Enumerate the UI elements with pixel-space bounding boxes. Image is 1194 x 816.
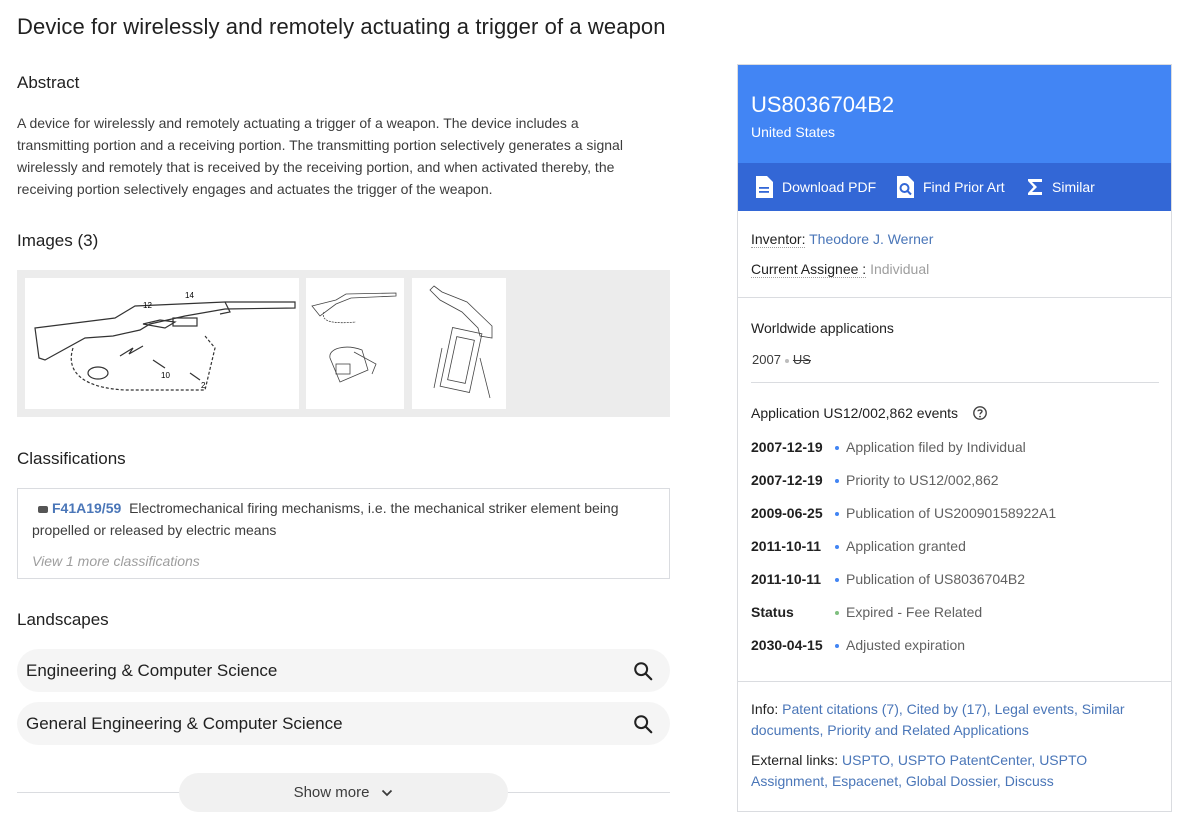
assignee-value: Individual [870,261,930,277]
similar-button[interactable] [1026,163,1095,211]
download-pdf-button[interactable] [754,163,876,211]
card-header [738,65,1171,163]
classification-entry [32,497,657,541]
view-more-classifications-link[interactable]: View 1 more classifications [32,553,200,569]
classifications-box [17,488,670,579]
legal-events-link[interactable]: Legal events, [994,701,1078,717]
assignee-row [751,261,929,277]
image-thumbnail-3[interactable] [412,278,506,409]
event-bullet [835,479,839,483]
status-value: Expired - Fee Related [846,604,983,620]
discuss-link[interactable]: Discuss [1004,773,1054,789]
event-description: Application filed by Individual [846,439,1026,455]
worldwide-application [752,352,811,367]
global-dossier-link[interactable]: Global Dossier, [905,773,1001,789]
patent-summary-card [737,64,1172,812]
inventor-label: Inventor: [751,231,806,247]
events-heading: Application US12/002,862 events [751,405,959,421]
fig-label: 2 [201,381,206,390]
sigma-icon [1026,177,1044,197]
event-description: Application granted [846,538,966,554]
event-description: Publication of US20090158922A1 [846,505,1057,521]
abstract-line: receiving portion selectively engages and actuates the trigger of the weapon. [17,181,493,197]
download-pdf-label: Download PDF [782,179,877,195]
chevron-down-icon [381,789,393,797]
divider [738,681,1171,682]
event-description: Adjusted expiration [846,637,966,653]
uspto-link[interactable]: USPTO, [842,752,894,768]
pdf-file-icon [754,175,774,199]
worldwide-heading: Worldwide applications [751,320,894,336]
assignee-label: Current Assignee : [751,261,867,277]
publication-number: US8036704B2 [751,92,895,117]
country: United States [751,124,836,140]
event-date: 2011-10-11 [751,571,822,587]
uspto-patentcenter-link[interactable]: USPTO PatentCenter, [897,752,1036,768]
patent-citations-link[interactable]: Patent citations (7), [782,701,903,717]
status-label: Status [751,604,794,620]
card-actions [738,163,1171,211]
classifications-heading: Classifications [17,449,126,468]
fig-label: 14 [185,291,194,300]
images-strip [17,270,670,417]
event-date: 2007-12-19 [751,439,823,455]
external-label: External links: [751,752,839,768]
inventor-row [751,231,933,247]
external-links [751,750,1151,792]
image-thumbnail-2[interactable] [306,278,404,409]
inventor-link[interactable]: Theodore J. Werner [809,231,934,247]
landscape-item[interactable] [17,649,670,692]
page-title: Device for wirelessly and remotely actuating a trigger of a weapon [17,14,666,39]
similar-documents-link[interactable]: Similar [1081,701,1125,717]
abstract-line: A device for wirelessly and remotely actuating a trigger of a weapon. The device includes a [17,115,579,131]
search-icon[interactable] [632,660,654,682]
abstract-line: transmitting portion and a receiving portion. The transmitting portion selectively generates a signal [17,137,623,153]
landscape-label: Engineering & Computer Science [26,661,278,680]
find-prior-art-label: Find Prior Art [923,179,1005,195]
event-date: 2011-10-11 [751,538,822,554]
uspto-assignment-link[interactable]: Assignment, [751,773,829,789]
event-bullet [835,578,839,582]
uspto-assignment-link[interactable]: USPTO [1039,752,1088,768]
event-description: Priority to US12/002,862 [846,472,999,488]
similar-documents-link[interactable]: documents, [751,722,824,738]
similar-label: Similar [1052,179,1095,195]
event-bullet [835,545,839,549]
info-label: Info: [751,701,779,717]
worldwide-country[interactable]: US [792,352,811,367]
divider [751,382,1159,383]
show-more-button[interactable] [179,773,508,812]
event-bullet [835,644,839,648]
fig-label: 12 [143,301,152,310]
info-links [751,699,1151,741]
event-date: 2007-12-19 [751,472,823,488]
classification-code-link[interactable]: F41A19/59 [52,500,122,516]
fig-label: 10 [161,371,170,380]
image-thumbnail-1[interactable] [25,278,299,409]
worldwide-year[interactable]: 2007 [752,352,781,367]
show-more-label: Show more [293,784,370,801]
images-heading: Images (3) [17,231,99,250]
cited-by-link[interactable]: Cited by (17), [906,701,991,717]
help-icon[interactable] [972,405,988,421]
classification-description: Electromechanical firing mechanisms, i.e. the mechanical striker element being propelled or released by electric means [32,500,619,538]
abstract-heading: Abstract [17,73,80,92]
dot-separator [785,359,789,363]
espacenet-link[interactable]: Espacenet, [831,773,902,789]
landscapes-heading: Landscapes [17,610,109,629]
event-date: 2009-06-25 [751,505,823,521]
priority-applications-link[interactable]: Priority and Related Applications [827,722,1029,738]
event-description: Publication of US8036704B2 [846,571,1026,587]
event-date: 2030-04-15 [751,637,823,653]
status-bullet [835,611,839,615]
event-bullet [835,446,839,450]
prior-art-search-icon [895,175,915,199]
abstract-line: wirelessly and remotely that is received by the receiving portion, and when activated thereby, the [17,159,615,175]
divider [738,297,1171,298]
landscape-label: General Engineering & Computer Science [26,714,343,733]
event-bullet [835,512,839,516]
abstract-text [17,112,667,200]
find-prior-art-button[interactable] [895,163,1005,211]
search-icon[interactable] [632,713,654,735]
landscape-item[interactable] [17,702,670,745]
